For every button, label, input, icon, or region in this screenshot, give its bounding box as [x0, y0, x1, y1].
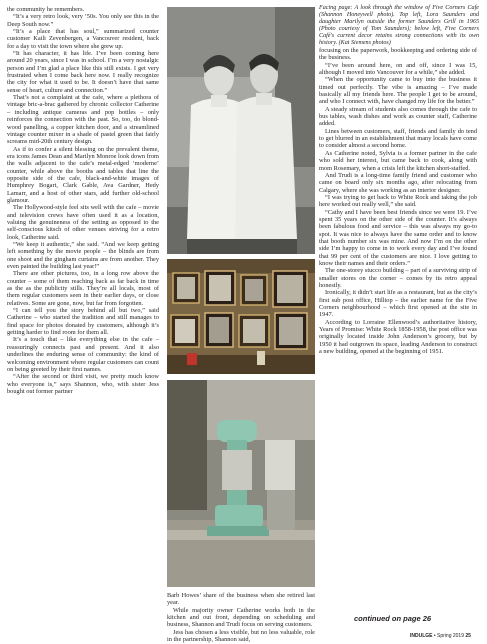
article-column-2 — [167, 592, 315, 643]
continued-link[interactable]: continued on page 26 — [354, 614, 432, 623]
paragraph: “It has character, it has life. I’ve been coming here around 20 years, since I was in school. I’m a very nostalgic person and I’m glad a place like this still exists. I get very frustrated when I come back here now. I really recognize the city for what it used to be. It doesn’t have that same sense of heart, culture and connection.” — [7, 50, 159, 94]
paragraph: As Catherine noted, Sylvia is a former partner in the cafe who sold her interest, but came back to cook, along with mom Rosemary, when a crisis left the kitchen short-staffed. — [319, 149, 477, 172]
page-footer — [410, 633, 471, 639]
paragraph: A steady stream of students also comes through the cafe to bus tables, wash dishes and work as counter staff, Catherine added. — [319, 105, 477, 128]
magazine-name: INDULGE — [410, 633, 433, 639]
framed-photos-wall — [167, 259, 315, 374]
paragraph: “We keep it authentic,” she said. “And we keep getting left something by the movie people – the blinds are from one shoot and the gingham curtains are from another. They even painted the building last year!” — [7, 241, 159, 271]
paragraph: “It’s a very retro look, very ’50s. You only see this in the Deep South now.” — [7, 13, 159, 28]
paragraph: And Trudi is a long-time family friend and customer who came on board only six months ago, after relocating from Calgary, where she was working as an interior designer. — [319, 171, 477, 194]
article-column-3 — [319, 47, 477, 355]
paragraph: Jess has chosen a less visible, but no less valuable, role in the partnership, Shannon said, — [167, 628, 315, 644]
paragraph: Barb Howes’ share of the business when she retired last year. — [167, 592, 315, 607]
paragraph: According to Lorraine Ellenwood’s authoritative history, Years of Promise: White Rock 1858-1958, the post office was originally located inside John Anderson’s grocery, but by 1950 it had outgrown its space, leading Anderson to construct a new building, opened at the beginning of 1951. — [319, 318, 477, 356]
paragraph: Ironically, it didn’t start life as a restaurant, but as the city’s first sub post office, Hilltop – the earlier name for the Five Corners neighbourhood – which first opened at the site in 1947. — [319, 289, 477, 319]
page-number: 25 — [465, 633, 471, 639]
article-column-1 — [7, 6, 159, 395]
paragraph: the community he remembers. — [7, 6, 85, 13]
paragraph: “After the second or third visit, we pretty much know who everyone is,” says Shannon, who, with sister Jess bought out former partner — [7, 373, 159, 395]
issue-date: • Spring 2019 — [433, 633, 464, 639]
paragraph: There are other pictures, too, in a long row above the counter – some of them reaching back as far back in time as the as the publicity stills. They’re all locals, most of them regular customers seen in their earlier days, or close relatives. Some are gone, now, but far from forgotten. — [7, 270, 159, 307]
vintage-mixer-photo — [167, 380, 315, 587]
paragraph: “I’ve been around here, on and off, since I was 15, although I moved into Vancouver for a while,” she added. — [319, 61, 477, 77]
paragraph: focusing on the paperwork, bookkeeping and ordering side of the business. — [319, 47, 477, 62]
paragraph: It’s a touch that – like everything else in the cafe – reassuringly connects past and present. And it also underlines the enduring sense of community: the kind of welcoming environment where regular customers can count on being greeted by their first names. — [7, 336, 159, 373]
photo-caption: Facing page: A look through the window of Five Corners Cafe (Shannon Honeywell photo). Top left, Lora Saunders and daughter Marilyn outside the former Saunders Grill in 1965 (Photo courtesy of Tom Saunders); below left, Five Corners Café's current decor retains strong connections with its own history. (Kat Siemens photos) — [319, 5, 479, 46]
paragraph: “I can tell you the story behind all but two,” said Catherine – who started the tradition and still manages to find space for photos donated by customers, although it’s getting harder to find room for them all. — [7, 307, 159, 337]
vintage-photo-waitresses — [167, 7, 315, 254]
paragraph: Lines between customers, staff, friends and family do tend to get blurred in an establishment that many locals have come to consider almost a second home. — [319, 127, 477, 150]
paragraph: The one-storey stucco building – part of a surviving strip of smaller stores on the corner – comes by its retro appeal honestly. — [319, 267, 477, 289]
paragraph: As if to confer a silent blessing on the prevalent theme, era icons James Dean and Marilyn Monroe look down from the walls adjacent to the cafe’s metal-edged ‘moderne’ counter, while above the booths and tables that line the opposite side of the cafe, black-and-white images of Humphrey Bogart, Clark Gable, Ava Gardner, Hedy Lamarr, and a host of other stars, add further old-school glamour. — [7, 145, 159, 204]
paragraph: The Hollywood-style feel sits well with the cafe – movie and television crews have often used it as a location, valuing the genuineness of the setting as opposed to the self-conscious kitsch of other venues striving for a retro look, Catherine said. — [7, 204, 159, 241]
paragraph: “Cathy and I have been best friends since we were 19. I’ve spent 35 years on the other side of the counter. It’s always been fabulous food and service – this was always my go-to spot. It was nice to always have the same order and to know that booth number six was mine. And now I’m on the other side I’m happy to come in to work every day and I’ve found that 99 per cent of the customers are nice. I love getting to know their names and their orders.” — [319, 208, 477, 267]
paragraph: That’s not a complaint at the cafe, where a plethora of vintage bric-a-brac gathered by chronic collector Catherine – including antique cameras and pop bottles – only reinforces the connection with the past. So, too, do blond-wood panelling, a copper kitchen door, and a streamlined vintage counter mixer in a shade of pastel green that fairly screams mid-20th century design. — [7, 94, 159, 146]
paragraph: While majority owner Catherine works both in the kitchen and out front, depending on scheduling and business, Shannon and Trudi focus on serving customers. — [167, 606, 315, 629]
paragraph: “It’s a place that has soul,” summarized counter customer Kaili Zevenbergen, a Vancouver resident, back for a day to visit the town where she grew up. — [7, 28, 159, 50]
paragraph: “I was trying to get back to White Rock and taking the job here worked out really well,” she said. — [319, 193, 477, 209]
paragraph: “When the opportunity came to buy into the business it timed out perfectly. The vibe is amazing – I’ve made basically all my friends here. The people I get to be around, and who I connect with, have changed my life for the better.” — [319, 76, 477, 106]
